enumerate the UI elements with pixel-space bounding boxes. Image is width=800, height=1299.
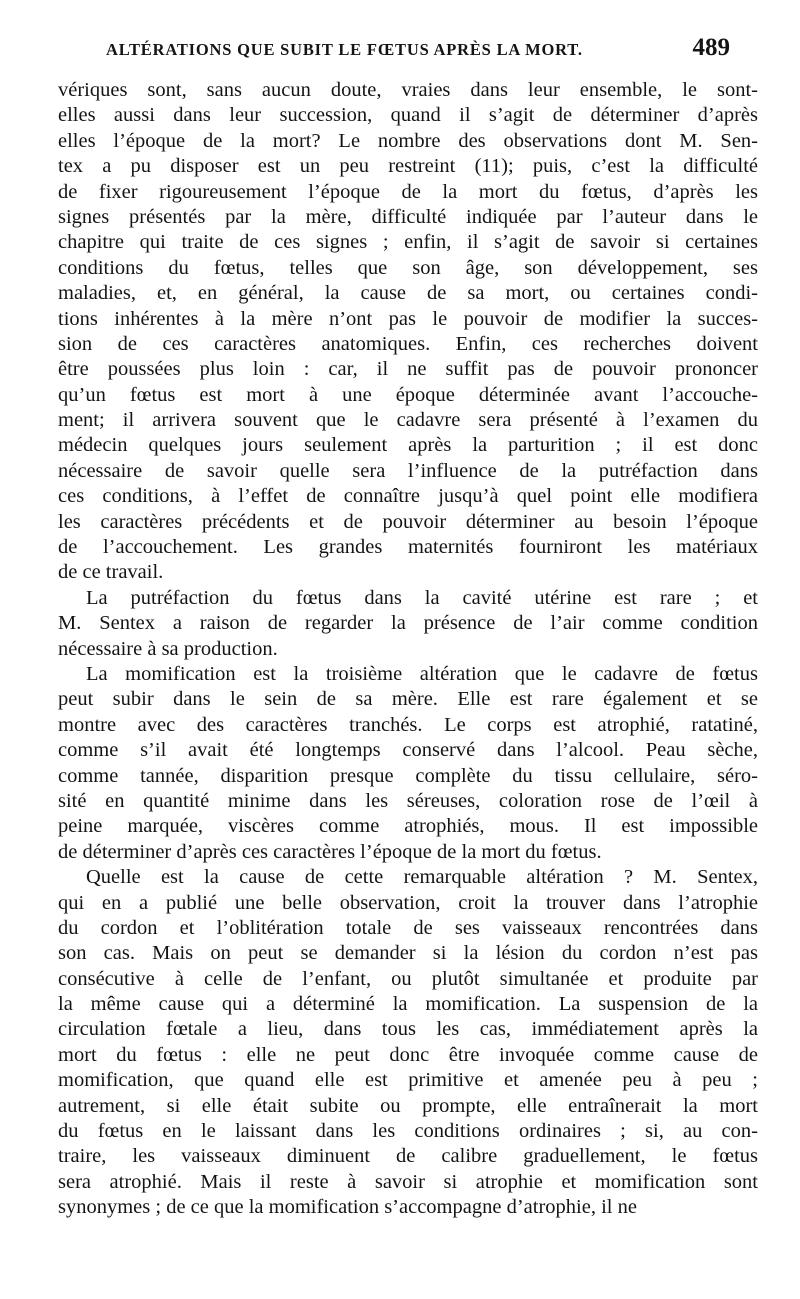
paragraph (58, 586, 758, 662)
text-line: traire, les vaisseaux diminuent de calibre graduellement, le fœtus (58, 1145, 758, 1168)
text-line: comme s’il avait été longtemps conservé dans l’alcool. Peau sèche, (58, 739, 758, 762)
text-line: qui en a publié une belle observation, croit la trouver dans l’atrophie (58, 891, 758, 914)
text-line: La momification est la troisième altération que le cadavre de fœtus (86, 662, 758, 685)
text-line: maladies, et, en général, la cause de sa mort, ou certaines condi- (58, 282, 758, 305)
text-line: la même cause qui a déterminé la momification. La suspension de la (58, 993, 758, 1016)
text-line: consécutive à celle de l’enfant, ou plutôt simultanée et produite par (58, 967, 758, 990)
text-line: sera atrophié. Mais il reste à savoir si atrophie et momification sont (58, 1170, 758, 1193)
text-line: nécessaire de savoir quelle sera l’influence de la putréfaction dans (58, 459, 758, 482)
text-line: médecin quelques jours seulement après la parturition ; il est donc (58, 434, 758, 457)
text-line: vériques sont, sans aucun doute, vraies dans leur ensemble, le sont- (58, 79, 758, 101)
text-line: elles l’époque de la mort? Le nombre des observations dont M. Sen- (58, 129, 758, 152)
text-line: ment; il arrivera souvent que le cadavre sera présenté à l’examen du (58, 409, 758, 432)
text-line: signes présentés par la mère, difficulté indiquée par l’auteur dans le (58, 205, 758, 228)
text-line: qu’un fœtus est mort à une époque déterminée avant l’accouche- (58, 383, 758, 406)
paragraph (58, 865, 758, 1220)
text-line: sion de ces caractères anatomiques. Enfin, ces recherches doivent (58, 332, 758, 355)
text-line: tions inhérentes à la mère n’ont pas le pouvoir de modifier la succes- (58, 307, 758, 330)
text-line: son cas. Mais on peut se demander si la lésion du cordon n’est pas (58, 942, 758, 965)
running-title: ALTÉRATIONS QUE SUBIT LE FŒTUS APRÈS LA MORT. (106, 40, 583, 59)
text-line: être poussées plus loin : car, il ne suffit pas de pouvoir prononcer (58, 358, 758, 381)
text-line: Quelle est la cause de cette remarquable altération ? M. Sentex, (86, 866, 758, 889)
text-line: elles aussi dans leur succession, quand il s’agit de déterminer d’après (58, 104, 758, 127)
text-line: conditions du fœtus, telles que son âge, son développement, ses (58, 256, 758, 279)
text-line: La putréfaction du fœtus dans la cavité utérine est rare ; et (86, 586, 758, 609)
text-line: du fœtus en le laissant dans les conditions ordinaires ; si, au con- (58, 1120, 758, 1143)
paragraph (58, 662, 758, 865)
text-line: comme tannée, disparition presque complète du tissu cellulaire, séro- (58, 764, 758, 787)
text-line: circulation fœtale a lieu, dans tous les cas, immédiatement après la (58, 1018, 758, 1041)
running-head (58, 34, 758, 78)
page-number: 489 (692, 34, 730, 61)
text-line: peut subir dans le sein de sa mère. Elle est rare également et se (58, 688, 758, 711)
text-line: sité en quantité minime dans les séreuses, coloration rose de l’œil à (58, 789, 758, 812)
text-line: tex a pu disposer est un peu restreint (11); puis, c’est la difficulté (58, 155, 758, 178)
text-line: de déterminer d’après ces caractères l’époque de la mort du fœtus. (58, 840, 602, 863)
body-text (58, 78, 758, 1221)
paragraph (58, 78, 758, 586)
text-line: montre avec des caractères tranchés. Le corps est atrophié, ratatiné, (58, 713, 758, 736)
text-line: momification, que quand elle est primitive et amenée peu à peu ; (58, 1069, 758, 1092)
text-line: les caractères précédents et de pouvoir déterminer au besoin l’époque (58, 510, 758, 533)
text-line: nécessaire à sa production. (58, 637, 278, 660)
text-line: de fixer rigoureusement l’époque de la mort du fœtus, d’après les (58, 180, 758, 203)
text-line: autrement, si elle était subite ou prompte, elle entraînerait la mort (58, 1094, 758, 1117)
text-line: ces conditions, à l’effet de connaître jusqu’à quel point elle modifiera (58, 485, 758, 508)
text-line: mort du fœtus : elle ne peut donc être invoquée comme cause de (58, 1043, 758, 1066)
text-line: chapitre qui traite de ces signes ; enfin, il s’agit de savoir si certaines (58, 231, 758, 254)
text-line: du cordon et l’oblitération totale de ses vaisseaux rencontrées dans (58, 916, 758, 939)
book-page (58, 34, 758, 1221)
text-line: synonymes ; de ce que la momification s’accompagne d’atrophie, il ne (58, 1196, 637, 1219)
text-line: de l’accouchement. Les grandes maternités fourniront les matériaux (58, 536, 758, 559)
text-line: peine marquée, viscères comme atrophiés, mous. Il est impossible (58, 815, 758, 838)
text-line: M. Sentex a raison de regarder la présence de l’air comme condition (58, 612, 758, 635)
text-line: de ce travail. (58, 561, 164, 584)
